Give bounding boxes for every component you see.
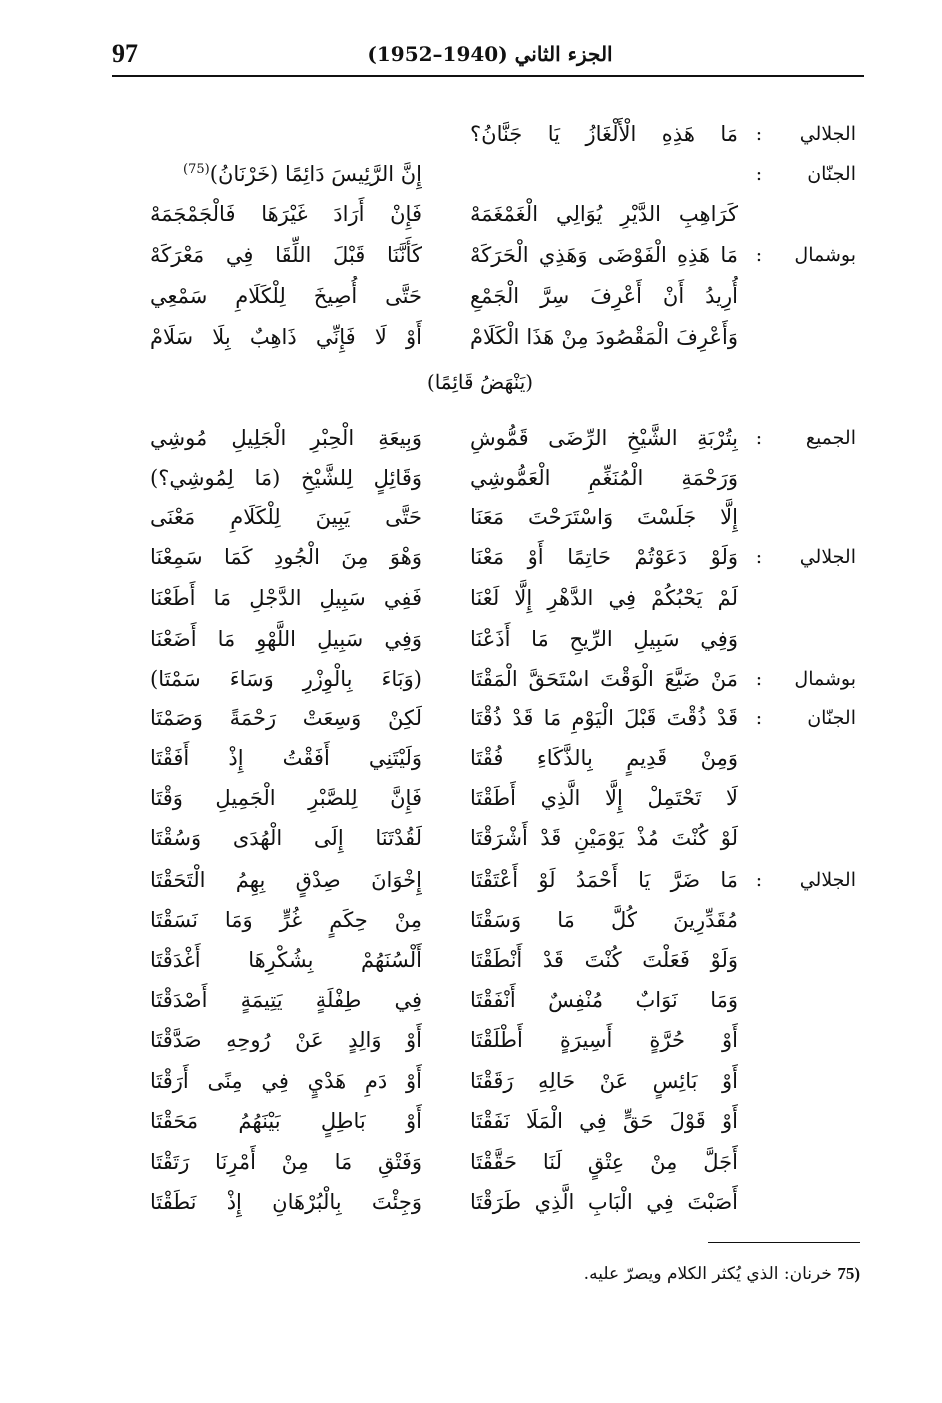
speaker-name <box>770 738 856 778</box>
speaker-name <box>770 317 856 357</box>
verse-row <box>0 154 942 194</box>
speaker-name: الجلالي <box>799 123 856 145</box>
verse-row <box>0 1020 942 1060</box>
speaker-colon <box>750 276 768 316</box>
speaker-colon: : <box>755 869 763 891</box>
second-hemistich <box>150 317 422 357</box>
speaker-name <box>770 778 856 818</box>
second-hemistich <box>150 1142 422 1182</box>
second-hemistich <box>150 860 422 900</box>
verse-row <box>0 980 942 1020</box>
second-hemistich-text: لَكِنْ وَسِعَتْ رَحْمَةً وَصَمْتَا <box>150 706 422 730</box>
second-hemistich <box>150 418 422 458</box>
second-hemistich <box>150 578 422 618</box>
verse-row <box>0 235 942 275</box>
verse-row <box>0 818 942 858</box>
footnote-reference: (75) <box>183 162 210 177</box>
first-hemistich: مُقَدِّرِينَ كُلَّ مَا وَسَقْتَا <box>470 908 738 932</box>
speaker-name <box>770 276 856 316</box>
speaker-name <box>770 497 856 537</box>
speaker-name <box>770 194 856 234</box>
second-hemistich <box>150 1182 422 1222</box>
speaker-name <box>770 1101 856 1141</box>
first-hemistich: لَمْ يَحْبُكُمْ فِي الدَّهْرِ إِلَّا لَعْنَا <box>470 586 738 610</box>
second-hemistich <box>150 659 422 699</box>
second-hemistich <box>150 818 422 858</box>
second-hemistich-text: وَفِي سَبِيلِ اللَّهْوِ مَا أَضَعْنَا <box>150 627 422 651</box>
first-hemistich: وَرَحْمَةِ الْمُنَغِّمِ الْعَمُّوشِي <box>470 466 738 490</box>
second-hemistich-text: حَتَّى يَبِينَ لِلْكَلَامِ مَعْنَى <box>150 505 422 529</box>
second-hemistich-text: (وَبَاءَ بِالْوِزْرِ وَسَاءَ سَمْتَا) <box>150 667 422 691</box>
speaker-colon: : <box>755 668 763 690</box>
speaker-colon <box>750 778 768 818</box>
verse-row <box>0 578 942 618</box>
speaker-colon <box>750 619 768 659</box>
second-hemistich-text: فَفِي سَبِيلِ الدَّجْلِ مَا أَطَعْنَا <box>150 586 422 610</box>
footnote <box>300 1256 860 1292</box>
speaker-colon <box>750 1142 768 1182</box>
second-hemistich <box>150 778 422 818</box>
second-hemistich <box>150 497 422 537</box>
second-hemistich <box>150 980 422 1020</box>
speaker-name: الجنّان <box>807 163 856 185</box>
speaker-name <box>770 1061 856 1101</box>
verse-row <box>0 1061 942 1101</box>
second-hemistich <box>150 1061 422 1101</box>
speaker-name <box>770 940 856 980</box>
speaker-colon <box>750 497 768 537</box>
second-hemistich-text: وَجِئْتَ بِالْبُرْهَانِ إِذْ نَطَقْتَا <box>150 1190 422 1214</box>
first-hemistich: أُرِيدُ أَنْ أَعْرِفَ سِرَّ الْجَمْعِ <box>470 284 738 308</box>
first-hemistich: وَلَوْ فَعَلْتَ كُنْتَ قَدْ أَنْطَقْتَا <box>470 948 738 972</box>
first-hemistich: أَصَبْتَ فِي الْبَابِ الَّذِي طَرَقْتَا <box>470 1190 738 1214</box>
first-hemistich: لَوْ كُنْتَ مُذْ يَوْمَيْنِ قَدْ أَشْرَقْتَا <box>470 826 738 850</box>
speaker-colon <box>750 578 768 618</box>
second-hemistich-text: لَقُدْتَنَا إِلَى الْهُدَى وَسُقْتَا <box>150 826 422 850</box>
second-hemistich-text: وَبِيعَةِ الْحِبْرِ الْجَلِيلِ مُوشِي <box>150 426 422 450</box>
verse-row <box>0 1182 942 1222</box>
first-hemistich: أَوْ قَوْلَ حَقٍّ فِي الْمَلَا نَفَقْتَا <box>470 1109 738 1133</box>
verse-row <box>0 537 942 577</box>
speaker-name: الجلالي <box>799 869 856 891</box>
speaker-colon: : <box>755 427 763 449</box>
second-hemistich-text: أَلْسُنَهُمْ بِشُكْرِهَا أَغْدَقْتَا <box>150 948 422 972</box>
second-hemistich-text: فِي طِفْلَةٍ يَتِيمَةٍ أَصْدَقْتَا <box>150 988 422 1012</box>
first-hemistich: مَا هَذِهِ الْأَلْغَازُ يَا جَنَّانُ؟ <box>470 122 738 146</box>
first-hemistich: إِلَّا جَلَسْتَ وَاسْتَرَحْتَ مَعَنَا <box>470 505 738 529</box>
second-hemistich <box>150 738 422 778</box>
speaker-colon <box>750 980 768 1020</box>
speaker-colon <box>750 317 768 357</box>
first-hemistich: أَجَلَّ مِنْ عِتْقٍ لَنَا حَقَّقْتَا <box>470 1150 738 1174</box>
second-hemistich <box>150 114 422 154</box>
second-hemistich <box>150 1101 422 1141</box>
second-hemistich-text: وَلَيْتَنِي أَفَقْتُ إِذْ أَفَقْتَا <box>150 746 422 770</box>
speaker-colon <box>750 738 768 778</box>
first-hemistich: قَدْ ذُقْتَ قَبْلَ الْيَوْمِ مَا قَدْ ذُقْتَا <box>470 706 738 730</box>
second-hemistich <box>150 235 422 275</box>
first-hemistich: مَنْ ضَيَّعَ الْوَقْتَ اسْتَحَقَّ الْمَقْتَا <box>470 667 738 691</box>
speaker-name <box>770 818 856 858</box>
second-hemistich-text: وَقَائِلٍ لِلشَّيْخِ (مَا لِمُوشِي؟) <box>150 466 422 490</box>
second-hemistich-text: إِنَّ الرَّئِيسَ دَائِمًا (خَرْنَانُ) <box>209 162 422 186</box>
first-hemistich: كَرَاهِبِ الدَّيْرِ يُوَالِي الْغَمْغَمَهْ <box>470 202 738 226</box>
first-hemistich: وَمَا نَوَابٌ مُنْفِسٌ أَنْفَقْتَا <box>470 988 738 1012</box>
speaker-colon: : <box>755 546 763 568</box>
second-hemistich <box>150 619 422 659</box>
speaker-name: الجنّان <box>807 707 856 729</box>
second-hemistich <box>150 537 422 577</box>
first-hemistich: أَوْ حُرَّةٍ أَسِيرَةٍ أَطْلَقْتَا <box>470 1028 738 1052</box>
speaker-name <box>770 578 856 618</box>
verse-row <box>0 497 942 537</box>
speaker-colon <box>750 1020 768 1060</box>
second-hemistich-text: مِنْ حِكَمٍ غُرٍّ وَمَا نَسَقْتَا <box>150 908 422 932</box>
speaker-name: الجلالي <box>799 546 856 568</box>
speaker-colon <box>750 1182 768 1222</box>
stage-direction: (يَنْهَضُ قَائِمًا) <box>426 370 534 394</box>
speaker-colon: : <box>755 707 763 729</box>
first-hemistich: مَا هَذِهِ الْفَوْضَى وَهَذِي الْحَرَكَهْ <box>470 243 738 267</box>
first-hemistich <box>470 154 738 194</box>
second-hemistich-text: فَإِنْ أَرَادَ غَيْرَهَا فَالْجَمْجَمَهْ <box>150 202 422 226</box>
verse-row <box>0 418 942 458</box>
page-number: 97 <box>112 39 138 68</box>
second-hemistich-text: أَوْ بَاطِلٍ بَيْنَهُمُ مَحَقْتَا <box>150 1109 422 1133</box>
verse-row <box>0 659 942 699</box>
verse-row <box>0 458 942 498</box>
second-hemistich-text: وَفَتْقِ مَا مِنْ أَمْرِنَا رَتَقْتَا <box>150 1150 422 1174</box>
verse-row <box>0 194 942 234</box>
footnote-number: (75 <box>837 1264 860 1283</box>
speaker-colon: : <box>755 163 763 185</box>
verse-row <box>0 860 942 900</box>
verse-row <box>0 698 942 738</box>
verse-row <box>0 317 942 357</box>
speaker-name <box>770 900 856 940</box>
speaker-name: الجميع <box>805 427 856 449</box>
running-title: الجزء الثاني (1940–1952) <box>367 42 613 66</box>
verse-row <box>0 738 942 778</box>
verse-row <box>0 1101 942 1141</box>
second-hemistich <box>150 276 422 316</box>
speaker-colon <box>750 1101 768 1141</box>
second-hemistich <box>150 940 422 980</box>
second-hemistich <box>150 1020 422 1060</box>
second-hemistich-text: فَإِنَّ لِلصَّبْرِ الْجَمِيلِ وَقْتَا <box>150 786 422 810</box>
verse-row <box>0 276 942 316</box>
speaker-colon <box>750 818 768 858</box>
second-hemistich <box>150 698 422 738</box>
footnote-rule <box>708 1242 860 1243</box>
second-hemistich <box>150 458 422 498</box>
second-hemistich <box>150 194 422 234</box>
first-hemistich: وَأَعْرِفَ الْمَقْصُودَ مِنْ هَذَا الْكَلَامْ <box>470 325 738 349</box>
first-hemistich: أَوْ بَائِسٍ عَنْ حَالِهِ رَقَقْتَا <box>470 1069 738 1093</box>
first-hemistich: بِتُرْبَةِ الشَّيْخِ الرِّضَى قَمُّوشِ <box>470 426 738 450</box>
verse-row <box>0 114 942 154</box>
verse-row <box>0 1142 942 1182</box>
second-hemistich-text: إِخْوَانَ صِدْقٍ بِهِمُ الْتَحَقْتَا <box>150 868 422 892</box>
footnote-text: خرنان: الذي يُكثر الكلام ويصرّ عليه. <box>583 1264 832 1284</box>
verse-row <box>0 900 942 940</box>
second-hemistich-text: وَهْوَ مِنَ الْجُودِ كَمَا سَمِعْنَا <box>150 545 422 569</box>
verse-row <box>0 940 942 980</box>
speaker-colon <box>750 458 768 498</box>
speaker-name <box>770 619 856 659</box>
first-hemistich: لَا تَحْتَمِلْ إِلَّا الَّذِي أَطَقْتَا <box>470 786 738 810</box>
first-hemistich: وَلَوْ دَعَوْتُمْ حَاتِمًا أَوْ مَعْنَا <box>470 545 738 569</box>
second-hemistich <box>150 900 422 940</box>
speaker-colon <box>750 1061 768 1101</box>
speaker-colon: : <box>755 123 763 145</box>
second-hemistich <box>150 154 422 194</box>
first-hemistich: مَا ضَرَّ يَا أَحْمَدُ لَوْ أَعْتَقْتَا <box>470 868 738 892</box>
speaker-colon <box>750 940 768 980</box>
speaker-name <box>770 1182 856 1222</box>
speaker-name: بوشمال <box>794 244 856 266</box>
header-rule <box>112 75 864 77</box>
speaker-name <box>770 1142 856 1182</box>
speaker-colon: : <box>755 244 763 266</box>
speaker-name: بوشمال <box>794 668 856 690</box>
speaker-name <box>770 458 856 498</box>
second-hemistich-text: أَوْ لَا فَإِنِّي ذَاهِبٌ بِلَا سَلَامْ <box>150 325 422 349</box>
second-hemistich-text: حَتَّى أُصِيخَ لِلْكَلَامِ سَمْعِي <box>150 284 422 308</box>
first-hemistich: وَفِي سَبِيلِ الرِّيحِ مَا أَذَعْنَا <box>470 627 738 651</box>
verse-row <box>0 778 942 818</box>
speaker-colon <box>750 194 768 234</box>
speaker-name <box>770 1020 856 1060</box>
second-hemistich-text: كَأَنَّنَا قَبْلَ اللِّقَا فِي مَعْرَكَهْ <box>150 243 422 267</box>
page-header <box>112 38 864 72</box>
second-hemistich-text: أَوْ دَمِ هَدْيٍ فِي مِنًى أَرَقْتَا <box>150 1069 422 1093</box>
speaker-colon <box>750 900 768 940</box>
first-hemistich: وَمِنْ قَدِيمٍ بِالذَّكَاءِ فُقْتَا <box>470 746 738 770</box>
second-hemistich-text: أَوْ وَالِدٍ عَنْ رُوحِهِ صَدَّقْتَا <box>150 1028 422 1052</box>
speaker-name <box>770 980 856 1020</box>
verse-row <box>0 619 942 659</box>
